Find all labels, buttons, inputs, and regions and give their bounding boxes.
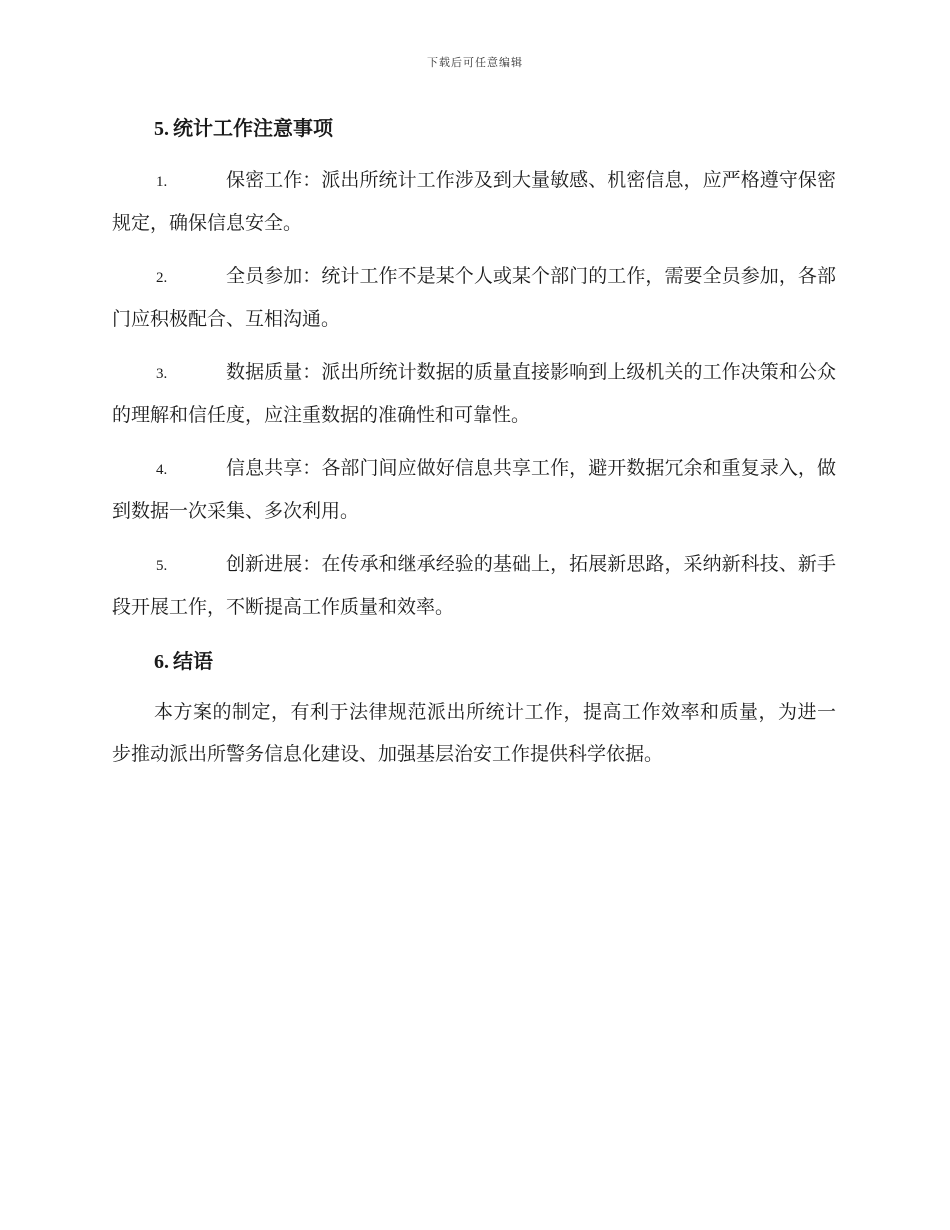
section-5-number: 5. [154, 118, 169, 140]
notes-list [112, 160, 836, 628]
list-item-number: 4. [156, 462, 168, 478]
section-6-number: 6. [154, 651, 169, 673]
list-item-text: 数据质量：派出所统计数据的质量直接影响到上级机关的工作决策和公众的理解和信任度，应注重数据的准确性和可靠性。 [112, 361, 836, 426]
list-item-text: 信息共享：各部门间应做好信息共享工作，避开数据冗余和重复录入，做到数据一次采集、多次利用。 [112, 457, 836, 522]
list-item-text: 保密工作：派出所统计工作涉及到大量敏感、机密信息，应严格遵守保密规定，确保信息安全。 [112, 169, 836, 234]
list-item [112, 448, 836, 532]
document-body [112, 108, 836, 775]
list-item-number: 5. [156, 558, 168, 574]
list-item [112, 160, 836, 244]
list-item-text: 创新进展：在传承和继承经验的基础上，拓展新思路，采纳新科技、新手段开展工作，不断提高工作质量和效率。 [112, 553, 836, 618]
list-item-number: 1. [156, 174, 168, 190]
section-5-heading [112, 108, 836, 148]
page-header: 下载后可任意编辑 [427, 56, 523, 69]
list-item-text: 全员参加：统计工作不是某个人或某个部门的工作，需要全员参加，各部门应积极配合、互相沟通。 [112, 265, 836, 330]
list-item-number: 3. [156, 366, 168, 382]
section-6-heading [112, 641, 836, 681]
list-item [112, 544, 836, 628]
section-5-title: 统计工作注意事项 [173, 116, 333, 140]
section-6-title: 结语 [173, 649, 213, 673]
list-item [112, 352, 836, 436]
list-item-number: 2. [156, 270, 168, 286]
list-item [112, 256, 836, 340]
conclusion-paragraph: 本方案的制定，有利于法律规范派出所统计工作，提高工作效率和质量，为进一步推动派出所警务信息化建设、加强基层治安工作提供科学依据。 [112, 701, 836, 765]
